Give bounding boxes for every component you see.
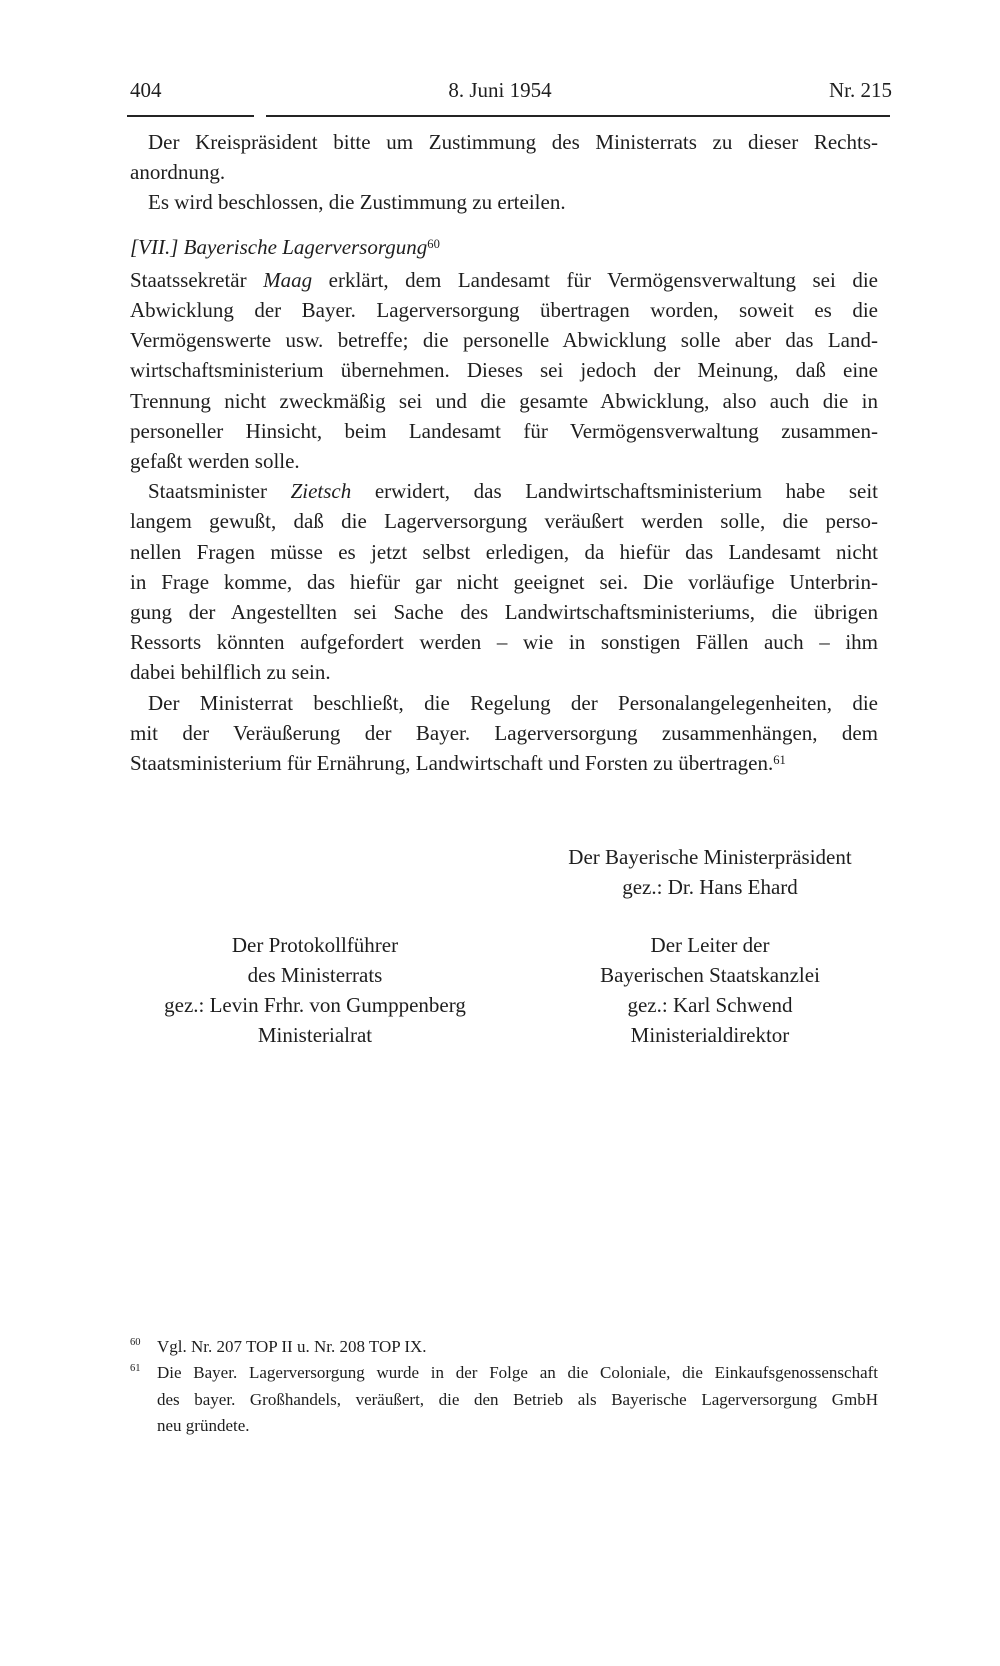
page-number: 404: [130, 78, 162, 102]
footnote-line: [157, 1360, 878, 1386]
body-line: [130, 446, 878, 476]
body-text: [130, 127, 878, 781]
signature-right-title: Ministerialdirektor: [630, 1023, 790, 1047]
footnote-number: 60: [130, 1337, 141, 1348]
text-segment: anordnung.: [130, 160, 226, 185]
text-segment: Maag: [263, 267, 313, 292]
text-segment: neu gründete.: [157, 1415, 250, 1435]
body-line: [130, 386, 878, 416]
footnotes: [130, 1334, 878, 1439]
text-segment: Die Bayer. Lagerversorgung wurde in der Folge an die Coloniale, die Einkaufsgenossenschaft: [157, 1363, 878, 1383]
text-segment: Der Kreispräsident bitte um Zustimmung des Ministerrats zu dieser Rechts-: [148, 130, 878, 154]
footnote-line: [157, 1387, 878, 1413]
body-line: [130, 627, 878, 657]
signature-right-column: [505, 930, 915, 1050]
signature-right-role-2: Bayerischen Staatskanzlei: [600, 963, 820, 987]
text-segment: Staatssekretär: [130, 267, 264, 292]
body-line: [130, 265, 878, 295]
body-line: [130, 187, 878, 217]
body-line: [130, 157, 878, 187]
text-segment: Vgl. Nr. 207 TOP II u. Nr. 208 TOP IX.: [157, 1337, 427, 1356]
header-issue-number: Nr. 215: [829, 78, 892, 102]
footnote-reference: 61: [773, 753, 786, 768]
body-line: [130, 355, 878, 385]
signature-president-role: Der Bayerische Ministerpräsident: [568, 845, 852, 869]
text-segment: gefaßt werden solle.: [130, 449, 300, 474]
text-segment: Es wird beschlossen, die Zustimmung zu erteilen.: [148, 190, 566, 215]
text-segment: in Frage komme, das hiefür gar nicht geeignet sei. Die vorläufige Unterbrin-: [130, 569, 878, 594]
body-line: [130, 325, 878, 355]
text-segment: Zietsch: [290, 479, 352, 504]
text-segment: Der Ministerrat beschließt, die Regelung der Personalangelegenheiten, die: [148, 690, 878, 715]
text-segment: des bayer. Großhandels, veräußert, die den Betrieb als Bayerische Lagerversorgung GmbH: [157, 1389, 878, 1409]
header-date: 8. Juni 1954: [448, 78, 552, 102]
body-line: [130, 537, 878, 567]
text-segment: mit der Veräußerung der Bayer. Lagerversorgung zusammenhängen, dem: [130, 720, 878, 745]
text-segment: wirtschaftsministerium übernehmen. Dieses sei jedoch der Meinung, daß eine: [130, 358, 878, 383]
body-line: [130, 597, 878, 627]
signature-left-role-2: des Ministerrats: [247, 963, 383, 987]
header-rule-left-segment: [127, 115, 254, 117]
footnote: [130, 1360, 878, 1439]
signature-left-column: [110, 930, 520, 1050]
text-segment: Abwicklung der Bayer. Lagerversorgung übertragen worden, soweit es die: [130, 298, 878, 323]
text-segment: erklärt, dem Landesamt für Vermögensverwaltung sei die: [312, 267, 878, 292]
text-segment: erwidert, das Landwirtschaftsministerium habe seit: [351, 479, 878, 504]
signature-left-title: Ministerialrat: [257, 1023, 373, 1047]
text-segment: Ressorts könnten aufgefordert werden – wie in sonstigen Fällen auch – ihm: [130, 630, 878, 655]
footnote-line: [157, 1413, 878, 1439]
text-segment: Staatsminister: [148, 479, 291, 504]
signature-right-role-1: Der Leiter der: [650, 933, 770, 957]
body-line: [130, 476, 878, 506]
body-line: [130, 295, 878, 325]
text-segment: gung der Angestellten sei Sache des Landwirtschaftsministeriums, die übrigen: [130, 600, 878, 625]
body-line: [130, 567, 878, 597]
text-segment: Trennung nicht zweckmäßig sei und die gesamte Abwicklung, also auch die in: [130, 388, 878, 413]
text-segment: [VII.] Bayerische Lagerversorgung: [130, 234, 428, 259]
body-line: [130, 506, 878, 536]
signature-left-name: gez.: Levin Frhr. von Gumppenberg: [164, 993, 466, 1017]
text-segment: Vermögenswerte usw. betreffe; die personelle Abwicklung solle aber das Land-: [130, 328, 878, 353]
text-segment: nellen Fragen müsse es jetzt selbst erledigen, da hiefür das Landesamt nicht: [130, 539, 878, 564]
section-heading: [130, 232, 878, 265]
signature-president: [430, 842, 990, 902]
body-line: [130, 127, 878, 157]
footnote-line: [157, 1334, 878, 1360]
footnote: [130, 1334, 878, 1360]
body-line: [130, 748, 878, 781]
body-line: [130, 688, 878, 718]
body-line: [130, 657, 878, 687]
signature-left-role-1: Der Protokollführer: [231, 933, 399, 957]
footnote-reference: 60: [427, 236, 440, 251]
footnote-number: 61: [130, 1363, 141, 1375]
text-segment: dabei behilflich zu sein.: [130, 660, 331, 685]
text-segment: personeller Hinsicht, beim Landesamt für Vermögensverwaltung zusammen-: [130, 418, 878, 443]
header-rule-right-segment: [266, 115, 890, 117]
body-line: [130, 416, 878, 446]
signature-president-name: gez.: Dr. Hans Ehard: [622, 875, 798, 899]
signature-right-name: gez.: Karl Schwend: [627, 993, 793, 1017]
text-segment: langem gewußt, daß die Lagerversorgung veräußert werden solle, die perso-: [130, 509, 878, 534]
text-segment: Staatsministerium für Ernährung, Landwirtschaft und Forsten zu übertragen.: [130, 751, 774, 776]
body-line: [130, 718, 878, 748]
